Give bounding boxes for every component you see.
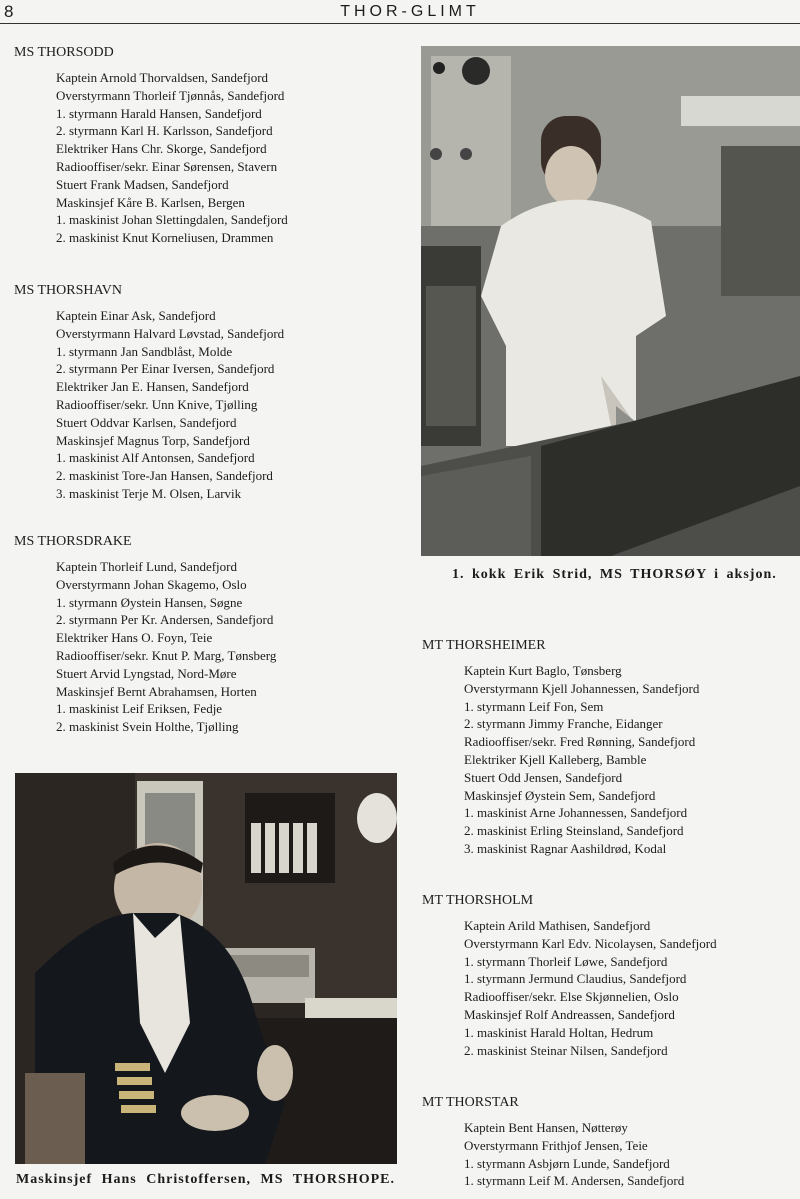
cook-photo — [421, 46, 800, 556]
cook-photo-caption: 1. kokk Erik Strid, MS THORSØY i aksjon. — [452, 567, 777, 582]
crew-entry: 1. styrmann Thorleif Løwe, Sandefjord — [464, 953, 668, 969]
section-thorsheimer — [422, 637, 699, 858]
crew-entry: 1. styrmann Harald Hansen, Sandefjord — [56, 105, 262, 121]
crew-entry: 3. maskinist Ragnar Aashildrød, Kodal — [464, 840, 667, 856]
crew-entry: Stuert Arvid Lyngstad, Nord-Møre — [56, 665, 237, 681]
cook-photo-illustration — [421, 46, 800, 556]
crew-entry: 1. styrmann Leif Fon, Sem — [464, 698, 604, 714]
crew-entry: 1. styrmann Jermund Claudius, Sandefjord — [464, 971, 687, 987]
crew-entry: Stuert Oddvar Karlsen, Sandefjord — [56, 414, 237, 430]
crew-entry: 2. maskinist Erling Steinsland, Sandefjord — [464, 823, 684, 839]
crew-entry: Kaptein Einar Ask, Sandefjord — [56, 308, 216, 323]
crew-entry: 2. maskinist Steinar Nilsen, Sandefjord — [464, 1042, 668, 1058]
crew-list — [422, 917, 717, 1059]
crew-list — [14, 307, 284, 503]
engineer-photo-caption: Maskinsjef Hans Christoffersen, MS THORSHOPE. — [16, 1172, 395, 1187]
crew-entry: 2. styrmann Per Einar Iversen, Sandefjord — [56, 361, 275, 377]
crew-entry: Overstyrmann Johan Skagemo, Oslo — [56, 576, 247, 592]
crew-entry: Radiooffiser/sekr. Unn Knive, Tjølling — [56, 396, 258, 412]
ship-title: MS THORSDRAKE — [14, 534, 132, 549]
section-thorstar — [422, 1094, 684, 1190]
header-rule — [0, 23, 800, 24]
crew-entry: Kaptein Arnold Thorvaldsen, Sandefjord — [56, 70, 269, 85]
crew-entry: Radiooffiser/sekr. Fred Rønning, Sandefjord — [464, 734, 696, 750]
crew-entry: 2. styrmann Per Kr. Andersen, Sandefjord — [56, 612, 274, 628]
crew-entry: 2. maskinist Knut Korneliusen, Drammen — [56, 230, 274, 246]
crew-entry: 1. maskinist Alf Antonsen, Sandefjord — [56, 450, 255, 466]
crew-entry: 2. maskinist Tore-Jan Hansen, Sandefjord — [56, 468, 273, 484]
crew-entry: Kaptein Arild Mathisen, Sandefjord — [464, 918, 651, 933]
crew-entry: Stuert Odd Jensen, Sandefjord — [464, 769, 623, 785]
crew-entry: 1. maskinist Arne Johannessen, Sandefjord — [464, 805, 688, 821]
crew-entry: Kaptein Bent Hansen, Nøtterøy — [464, 1120, 628, 1135]
crew-list — [14, 558, 276, 736]
crew-entry: Maskinsjef Kåre B. Karlsen, Bergen — [56, 194, 245, 210]
ship-title: MT THORSHEIMER — [422, 638, 546, 653]
ship-title: MT THORSHOLM — [422, 893, 534, 908]
ship-title: MS THORSHAVN — [14, 283, 123, 298]
crew-entry: 1. styrmann Leif M. Andersen, Sandefjord — [464, 1173, 685, 1189]
crew-entry: Radiooffiser/sekr. Knut P. Marg, Tønsberg — [56, 647, 277, 663]
section-thorshavn — [14, 282, 284, 503]
engineer-photo — [15, 773, 397, 1164]
crew-entry: Radiooffiser/sekr. Einar Sørensen, Stavern — [56, 158, 278, 174]
crew-entry: 1. maskinist Leif Eriksen, Fedje — [56, 701, 223, 717]
crew-entry: Radiooffiser/sekr. Else Skjønnelien, Oslo — [464, 989, 679, 1005]
crew-entry: Overstyrmann Karl Edv. Nicolaysen, Sandefjord — [464, 935, 717, 951]
crew-entry: 1. styrmann Asbjørn Lunde, Sandefjord — [464, 1155, 670, 1171]
crew-entry: Maskinsjef Magnus Torp, Sandefjord — [56, 432, 250, 448]
crew-list — [422, 1119, 684, 1190]
crew-entry: 2. maskinist Svein Holthe, Tjølling — [56, 719, 239, 735]
crew-entry: 2. styrmann Karl H. Karlsson, Sandefjord — [56, 123, 273, 139]
crew-entry: 1. styrmann Øystein Hansen, Søgne — [56, 594, 243, 610]
section-thorsholm — [422, 892, 717, 1059]
crew-entry: 1. maskinist Johan Slettingdalen, Sandefjord — [56, 212, 288, 228]
crew-entry: 3. maskinist Terje M. Olsen, Larvik — [56, 485, 242, 501]
crew-entry: Overstyrmann Thorleif Tjønnås, Sandefjord — [56, 87, 285, 103]
crew-entry: Stuert Frank Madsen, Sandefjord — [56, 176, 229, 192]
crew-entry: Kaptein Thorleif Lund, Sandefjord — [56, 559, 237, 574]
crew-entry: 1. styrmann Jan Sandblåst, Molde — [56, 343, 233, 359]
crew-list — [14, 69, 288, 247]
crew-entry: Maskinsjef Bernt Abrahamsen, Horten — [56, 683, 257, 699]
crew-entry: Kaptein Kurt Baglo, Tønsberg — [464, 663, 622, 678]
crew-entry: 2. styrmann Jimmy Franche, Eidanger — [464, 716, 663, 732]
crew-list — [422, 662, 699, 858]
ship-title: MS THORSODD — [14, 45, 114, 60]
crew-entry: Overstyrmann Halvard Løvstad, Sandefjord — [56, 325, 285, 341]
crew-entry: Overstyrmann Frithjof Jensen, Teie — [464, 1137, 648, 1153]
crew-entry: 1. maskinist Harald Holtan, Hedrum — [464, 1024, 654, 1040]
crew-entry: Elektriker Kjell Kalleberg, Bamble — [464, 751, 647, 767]
engineer-photo-illustration — [15, 773, 397, 1164]
section-thorsodd — [14, 44, 288, 247]
magazine-title: THOR-GLIMT — [340, 3, 480, 20]
crew-entry: Elektriker Hans Chr. Skorge, Sandefjord — [56, 141, 267, 157]
crew-entry: Overstyrmann Kjell Johannessen, Sandefjord — [464, 680, 700, 696]
page-number: 8 — [4, 2, 14, 21]
crew-entry: Maskinsjef Rolf Andreassen, Sandefjord — [464, 1006, 675, 1022]
crew-entry: Elektriker Hans O. Foyn, Teie — [56, 630, 213, 646]
section-thorsdrake — [14, 533, 276, 736]
crew-entry: Maskinsjef Øystein Sem, Sandefjord — [464, 787, 656, 803]
ship-title: MT THORSTAR — [422, 1095, 519, 1110]
crew-entry: Elektriker Jan E. Hansen, Sandefjord — [56, 379, 249, 395]
